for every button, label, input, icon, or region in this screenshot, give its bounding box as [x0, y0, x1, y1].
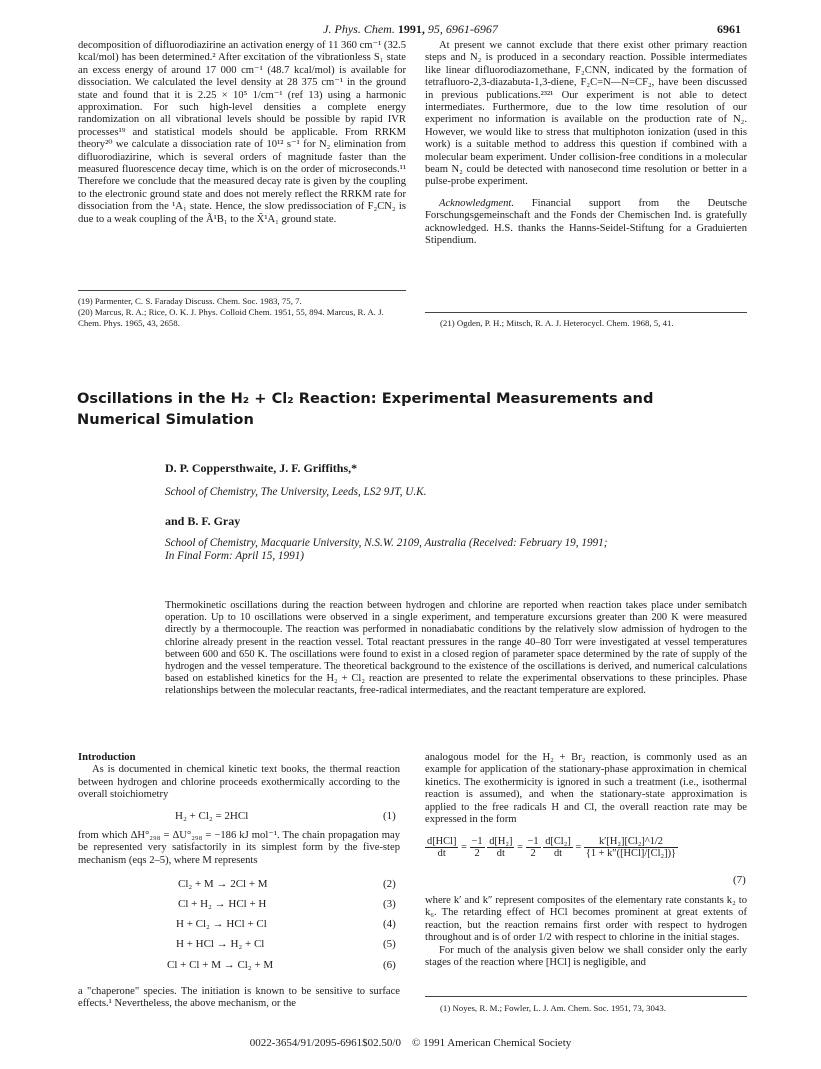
intro-paragraph-2-block	[78, 830, 400, 867]
eq7-coef-2	[470, 836, 485, 859]
eq7-f3-numerator: d[Cl₂]	[545, 836, 571, 847]
eq7-fraction-1	[425, 836, 458, 859]
ack-text: Financial support from the Deutsche Forschungsgemeinschaft and the Fonds der Chemischen Ind. is gratefully acknowledged. H.S. thanks the Hanns-Seidel-Stiftung for a Graduierten Stipendium.	[425, 197, 747, 247]
eq7-coef2-numerator: −1	[471, 836, 483, 847]
equation-7-number: (7)	[733, 874, 746, 886]
affiliation-1: School of Chemistry, The University, Leeds, LS2 9JT, U.K.	[165, 486, 427, 498]
eq7-f2-denominator: dt	[496, 848, 505, 859]
equation-3-number: (3)	[383, 898, 396, 910]
intro-right-paragraph-1: analogous model for the H₂ + Br₂ reaction, is commonly used as an example for application of the stationary-phase approximation in chemical kinetics. The exothermicity is ignored in such a treatment (i.e., isothermal reaction is assumed), and when the stationary-state approximation is applied to the free radicals H and Cl, the overall reaction rate may be expressed in the form	[425, 752, 747, 826]
abstract: Thermokinetic oscillations during the reaction between hydrogen and chlorine are reported when reaction takes place under semibatch operation. Up to 10 oscillations were observed in a single experiment, and temperature excursions greater than 200 K were measured directly by a thermocouple. The reaction was performed in nonadiabatic conditions by the relatively slow admission of hydrogen to the chlorine already present in the reaction vessel. Total reactant pressures in the range 40–80 Torr were investigated at vessel temperatures between 600 and 650 K. The oscillations were found to exist in a closed region of parameter space determined by the rate of supply of the hydrogen and the vessel temperature. The theoretical background to the existence of the oscillations is derived, and numerical calculations based on established kinetics for the H₂ + Cl₂ reaction are presented to relate the experimental observations to these principles. Phase relationships between the molecular reactants, free-radical intermediates, and the reactant temperature are explored.	[165, 600, 747, 697]
equation-5: H + HCl → H₂ + Cl	[176, 938, 265, 950]
eq7-fraction-4	[584, 836, 678, 859]
eq7-fraction-2	[487, 836, 514, 859]
footnote-1: (1) Noyes, R. M.; Fowler, L. J. Am. Chem. Soc. 1951, 73, 3043.	[440, 1003, 666, 1013]
journal-year: 1991,	[397, 22, 425, 36]
top-right-paragraph: At present we cannot exclude that there exist other primary reaction steps and N₂ is produced in a secondary reaction. Possible intermediates like linear difluorodiazomethane, F₂CNN, indicated by the formation of tetrafluoro-2,3-diazabuta-1,3-diene, F₂C=N—N=CF₂, have been discussed in previous publications.²³²¹ Our experiment is not able to detect intermediates. Furthermore, due to the low time resolution of our experiment no information is available on the production rate of N₂. However, we would like to stress that multiphoton ionization (used in this work) is a suitable method to address this question if combined with a molecular beam experiment. Under collision-free conditions in a molecular beam N₂ could be detected with nanosecond time resolution or better in a pulse-probe experiment.	[425, 40, 747, 188]
footnote-rule-intro	[425, 996, 747, 997]
article-title: Oscillations in the H₂ + Cl₂ Reaction: Experimental Measurements and Numerical Simulation	[77, 390, 654, 428]
equation-1-number: (1)	[383, 810, 396, 822]
intro-right-paragraphs	[425, 895, 747, 969]
top-left-column	[78, 40, 406, 226]
eq7-f3-denominator: dt	[553, 848, 563, 859]
top-left-footnotes	[78, 296, 406, 329]
footnote-rule-right	[425, 312, 747, 313]
equation-6-number: (6)	[383, 959, 396, 971]
intro-right-column	[425, 752, 747, 826]
authors-line-1: D. P. Coppersthwaite, J. F. Griffiths,*	[165, 461, 358, 475]
eq7-coef3-numerator: −1	[527, 836, 539, 847]
eq7-f1-denominator: dt	[437, 848, 446, 859]
equation-7	[425, 836, 747, 859]
page-number: 6961	[717, 22, 741, 36]
eq7-coef-3	[526, 836, 541, 859]
affiliation-2-line-2: In Final Form: April 15, 1991)	[165, 550, 305, 562]
equation-1: H₂ + Cl₂ = 2HCl	[175, 810, 249, 822]
section-heading-introduction: Introduction	[78, 752, 136, 763]
eq7-coef3-denominator: 2	[530, 848, 536, 859]
eq7-equals-1: =	[461, 841, 467, 853]
eq7-f4-denominator: {1 + k″([HCl]/[Cl₂])}	[585, 848, 677, 859]
equation-3: Cl + H₂ → HCl + H	[178, 898, 267, 910]
top-right-column	[425, 40, 747, 248]
equation-5-number: (5)	[383, 938, 396, 950]
intro-paragraph-3-block	[78, 986, 400, 1011]
equation-2-number: (2)	[383, 878, 396, 890]
intro-paragraph-1: As is documented in chemical kinetic text books, the thermal reaction between hydrogen and chlorine proceeds exothermically according to the overall stoichiometry	[78, 764, 400, 801]
journal-volume: 95,	[427, 22, 443, 36]
ack-label: Acknowledgment.	[439, 197, 515, 209]
journal-name: J. Phys. Chem.	[323, 22, 395, 36]
eq7-coef2-denominator: 2	[474, 848, 480, 859]
eq7-equals-3: =	[575, 841, 582, 853]
eq7-f1-numerator: d[HCl]	[427, 836, 457, 847]
journal-pages: 6961-6967	[445, 22, 498, 36]
intro-right-paragraph-2: where k′ and k″ represent composites of the elementary rate constants k₂ to k₆. The retarding effect of HCl becomes prominent at great extents of reaction, but the reaction remains first order with respect to hydrogen throughout and is of order 1/2 with respect to chlorine in the initial stages.	[425, 895, 747, 944]
affiliation-2-line-1: School of Chemistry, Macquarie University, N.S.W. 2109, Australia (Received: February 19, 1991;	[165, 537, 608, 549]
equation-4: H + Cl₂ → HCl + Cl	[176, 918, 267, 930]
eq7-equals-2: =	[517, 841, 523, 853]
copyright: © 1991 American Chemical Society	[411, 1037, 572, 1049]
running-header	[0, 22, 821, 37]
equation-4-number: (4)	[383, 918, 396, 930]
footnote-20: (20) Marcus, R. A.; Rice, O. K. J. Phys. Colloid Chem. 1951, 55, 894. Marcus, R. A. J. Chem. Phys. 1965, 43, 2658.	[78, 307, 384, 328]
eq7-fraction-3	[543, 836, 573, 859]
footnote-19: (19) Parmenter, C. S. Faraday Discuss. Chem. Soc. 1983, 75, 7.	[78, 296, 302, 306]
footnote-rule-left	[78, 290, 406, 291]
eq7-f4-numerator: k′[H₂][Cl₂]^1/2	[584, 836, 678, 848]
acknowledgment	[425, 198, 747, 248]
intro-right-paragraph-3: For much of the analysis given below we shall consider only the early stages of the reaction where [HCl] is negligible, and	[425, 944, 747, 969]
intro-left-column	[78, 752, 400, 802]
eq7-f2-numerator: d[H₂]	[489, 836, 513, 847]
authors-line-2: and B. F. Gray	[165, 514, 241, 528]
page-footer	[0, 1037, 821, 1049]
intro-paragraph-3: a "chaperone" species. The initiation is known to be sensitive to surface effects.¹ Nevertheless, the above mechanism, or the	[78, 986, 400, 1010]
footnote-21: (21) Ogden, P. H.; Mitsch, R. A. J. Heterocycl. Chem. 1968, 5, 41.	[440, 318, 674, 328]
intro-paragraph-2: from which ΔH°₂₉₈ = ΔU°₂₉₈ = −186 kJ mol⁻¹. The chain propagation may be represented very satisfactorily in its simplest form by the five-step mechanism (eqs 2–5), where M represents	[78, 830, 400, 866]
equation-2: Cl₂ + M → 2Cl + M	[178, 878, 268, 890]
article-code: 0022-3654/91/2095-6961$02.50/0	[249, 1037, 401, 1049]
top-left-paragraph: decomposition of difluorodiazirine an activation energy of 11 360 cm⁻¹ (32.5 kcal/mol) has been determined.² After excitation of the vibrationless S₁ state an excess energy of around 17 000 cm⁻¹ (48.7 kcal/mol) is available for dissociation. We calculated the level density at 28 375 cm⁻¹ in the ground state and found that it is 2.25 × 10⁵ 1/cm⁻¹ (ref 13) using a harmonic approximation. For such high-level densities a complete energy randomization on all vibrational levels should be possible by rapid IVR processes¹⁹ and statistical models should be applicable. From RRKM theory²⁰ we calculate a dissociation rate of 10¹² s⁻¹ for N₂ elimination from difluorodiazirine, which is several orders of magnitude faster than the measured fluorescence decay time, which is on the order of microseconds.¹¹ Therefore we conclude that the measured decay rate is given by the coupling to the electronic ground state and does not merely reflect the RRKM rate for dissociation from the ¹A₁ state. Hence, the slow predissociation of F₂CN₂ is due to a weak coupling of the Ã¹B₁ to the X̃¹A₁ ground state.	[78, 40, 406, 225]
equation-6: Cl + Cl + M → Cl₂ + M	[167, 959, 274, 971]
